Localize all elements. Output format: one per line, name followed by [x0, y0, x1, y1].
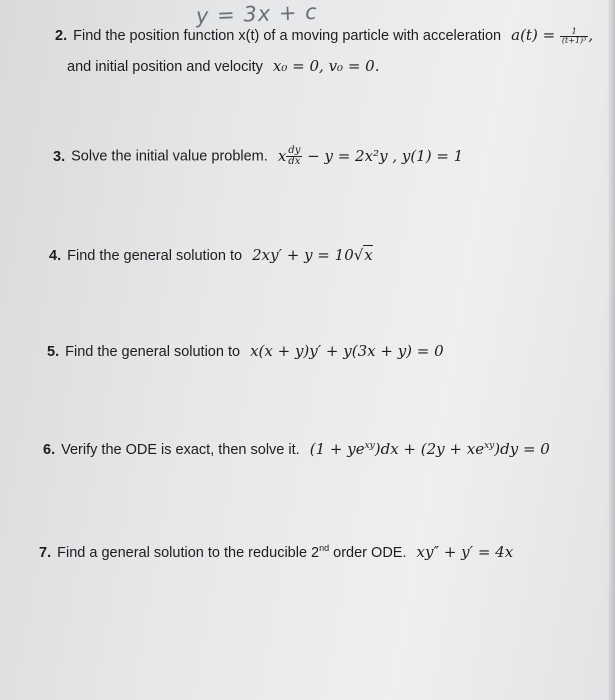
equation-main: 2xy′ + y = 10 [252, 246, 354, 264]
problem-4 [49, 246, 373, 264]
fraction-denominator: dx [288, 156, 301, 167]
page-shadow [607, 0, 615, 700]
equation-part: )dy = 0 [494, 440, 550, 458]
problem-text: Solve the initial value problem. [71, 148, 268, 165]
problem-text: Find the general solution to [65, 344, 241, 360]
problem-text: Find the general solution to [67, 248, 243, 264]
equation: x(x + y)y′ + y(3x + y) = 0 [250, 342, 444, 360]
problem-text: Verify the ODE is exact, then solve it. [61, 442, 300, 458]
exponent: xy [364, 441, 375, 451]
problem-5 [47, 342, 444, 360]
problem-7 [39, 543, 513, 561]
ordinal-suffix: nd [319, 543, 330, 554]
problem-3 [53, 146, 463, 167]
fraction-numerator: dy [288, 145, 301, 156]
problem-number: 6. [43, 442, 56, 458]
problem-text-cont: order ODE. [333, 545, 407, 561]
problem-number: 7. [39, 545, 52, 561]
exponent: xy [484, 441, 495, 451]
fraction-denominator: (t+1)³ [561, 35, 587, 45]
equation-suffix: , [588, 26, 594, 44]
problem-2-line-2 [67, 57, 379, 75]
equation: xy″ + y′ = 4x [416, 543, 514, 561]
problem-number: 3. [53, 148, 66, 165]
sqrt-argument: x [364, 246, 373, 264]
equation [310, 440, 550, 458]
problem-number: 2. [55, 28, 68, 44]
equation [278, 147, 463, 165]
equation-lhs: a(t) = [511, 26, 556, 44]
equation: x₀ = 0, v₀ = 0. [272, 57, 380, 75]
fraction-numerator: 1 [560, 28, 588, 37]
problem-text: and initial position and velocity [67, 59, 263, 75]
handwritten-note: y = 3x + c [195, 0, 319, 29]
equation-prefix: x [277, 146, 287, 165]
problem-text: Find the position function x(t) of a moving particle with acceleration [73, 28, 502, 44]
equation-rest: − y = 2x²y , y(1) = 1 [307, 146, 464, 165]
equation [511, 26, 593, 44]
problem-text: Find a general solution to the reducible 2 [57, 545, 320, 561]
equation: 2xy′ + y = 10√x [252, 246, 373, 264]
problem-2 [55, 26, 593, 45]
problem-number: 5. [47, 344, 60, 360]
problem-6 [43, 440, 550, 458]
equation-part: )dx + (2y + xe [374, 440, 485, 458]
fraction [560, 28, 588, 45]
problem-number: 4. [49, 248, 62, 264]
equation-part: (1 + ye [309, 440, 365, 458]
derivative-fraction [286, 146, 302, 167]
